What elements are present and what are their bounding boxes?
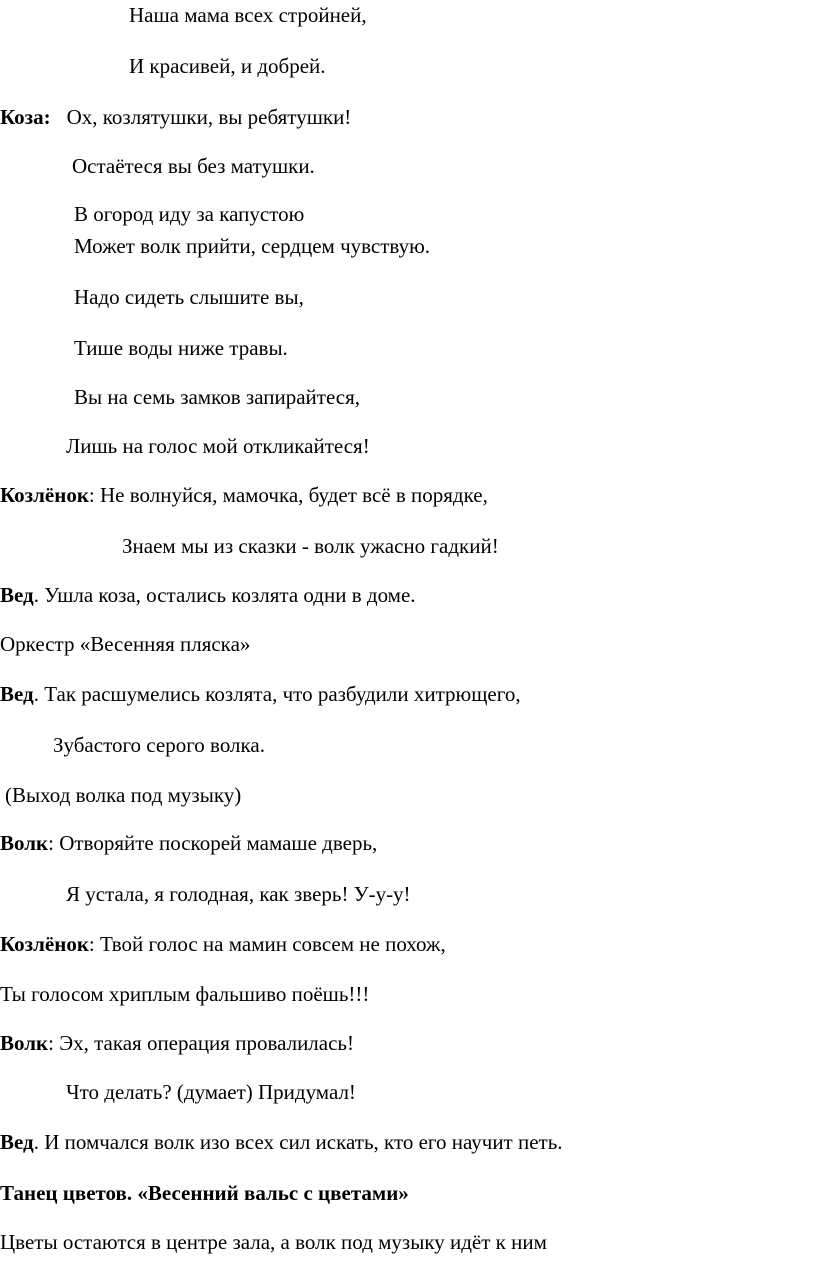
dialogue-line-koza [0, 104, 351, 130]
dialogue-line-volk [0, 1030, 354, 1056]
verse-line [74, 201, 304, 227]
speaker-name: Волк [0, 1031, 49, 1055]
speaker-name: Волк [0, 831, 49, 855]
stage-direction [0, 1229, 547, 1255]
verse-line [129, 2, 367, 28]
line-text: Зубастого серого волка. [53, 733, 265, 757]
line-text: Цветы остаются в центре зала, а волк под музыку идёт к ним [0, 1230, 547, 1254]
line-text: Ты голосом хриплым фальшиво поёшь!!! [0, 982, 370, 1006]
line-text: : Твой голос на мамин совсем не похож, [88, 932, 446, 956]
line-text: Наша мама всех стройней, [129, 3, 367, 27]
speaker-name: Вед [0, 583, 34, 607]
line-text: . Ушла коза, остались козлята одни в доме. [33, 583, 416, 607]
line-text: . И помчался волк изо всех сил искать, кто его научит петь. [33, 1130, 563, 1154]
dialogue-line-ved [0, 1129, 563, 1155]
line-text: Знаем мы из сказки - волк ужасно гадкий! [122, 534, 499, 558]
verse-line [0, 981, 369, 1007]
verse-line [74, 284, 304, 310]
line-text: : Эх, такая операция провалилась! [48, 1031, 354, 1055]
speaker-name: Вед [0, 682, 34, 706]
verse-line [53, 732, 265, 758]
line-text: Вы на семь замков запирайтеся, [74, 385, 361, 409]
section-heading [0, 1180, 409, 1206]
line-text: И красивей, и добрей. [129, 54, 326, 78]
speaker-name: Козлёнок [0, 932, 89, 956]
verse-line [122, 533, 499, 559]
line-text: : Отворяйте поскорей мамаше дверь, [48, 831, 378, 855]
dialogue-line-ved [0, 681, 521, 707]
line-text: Остаётеся вы без матушки. [72, 154, 315, 178]
line-text: Оркестр «Весенняя пляска» [0, 632, 251, 656]
verse-line [129, 53, 326, 79]
dialogue-line-ved [0, 582, 416, 608]
line-text: Может волк прийти, сердцем чувствую. [74, 234, 431, 258]
speaker-name: Вед [0, 1130, 34, 1154]
line-text: Лишь на голос мой откликайтеся! [66, 434, 370, 458]
speaker-name: Козлёнок [0, 483, 89, 507]
line-text: Тише воды ниже травы. [74, 336, 288, 360]
verse-line [66, 433, 370, 459]
verse-line [72, 153, 315, 179]
line-text: Надо сидеть слышите вы, [74, 285, 304, 309]
stage-direction [5, 782, 241, 808]
verse-line [66, 1079, 356, 1105]
line-text: Что делать? (думает) Придумал! [66, 1080, 356, 1104]
stage-direction [0, 631, 250, 657]
line-text: В огород иду за капустою [74, 202, 305, 226]
speaker-name: Коза: [0, 105, 51, 129]
dialogue-line-kozlyonok [0, 482, 488, 508]
line-text: (Выход волка под музыку) [5, 783, 242, 807]
verse-line [66, 881, 411, 907]
verse-line [74, 233, 430, 259]
line-text: Ох, козлятушки, вы ребятушки! [66, 105, 352, 129]
verse-line [74, 335, 288, 361]
line-text: Я устала, я голодная, как зверь! У-у-у! [66, 882, 411, 906]
line-text: . Так расшумелись козлята, что разбудили хитрющего, [33, 682, 521, 706]
dialogue-line-volk [0, 830, 377, 856]
dialogue-line-kozlyonok [0, 931, 446, 957]
verse-line [74, 384, 360, 410]
line-text: Танец цветов. «Весенний вальс с цветами» [0, 1181, 409, 1205]
line-text: : Не волнуйся, мамочка, будет всё в порядке, [88, 483, 488, 507]
